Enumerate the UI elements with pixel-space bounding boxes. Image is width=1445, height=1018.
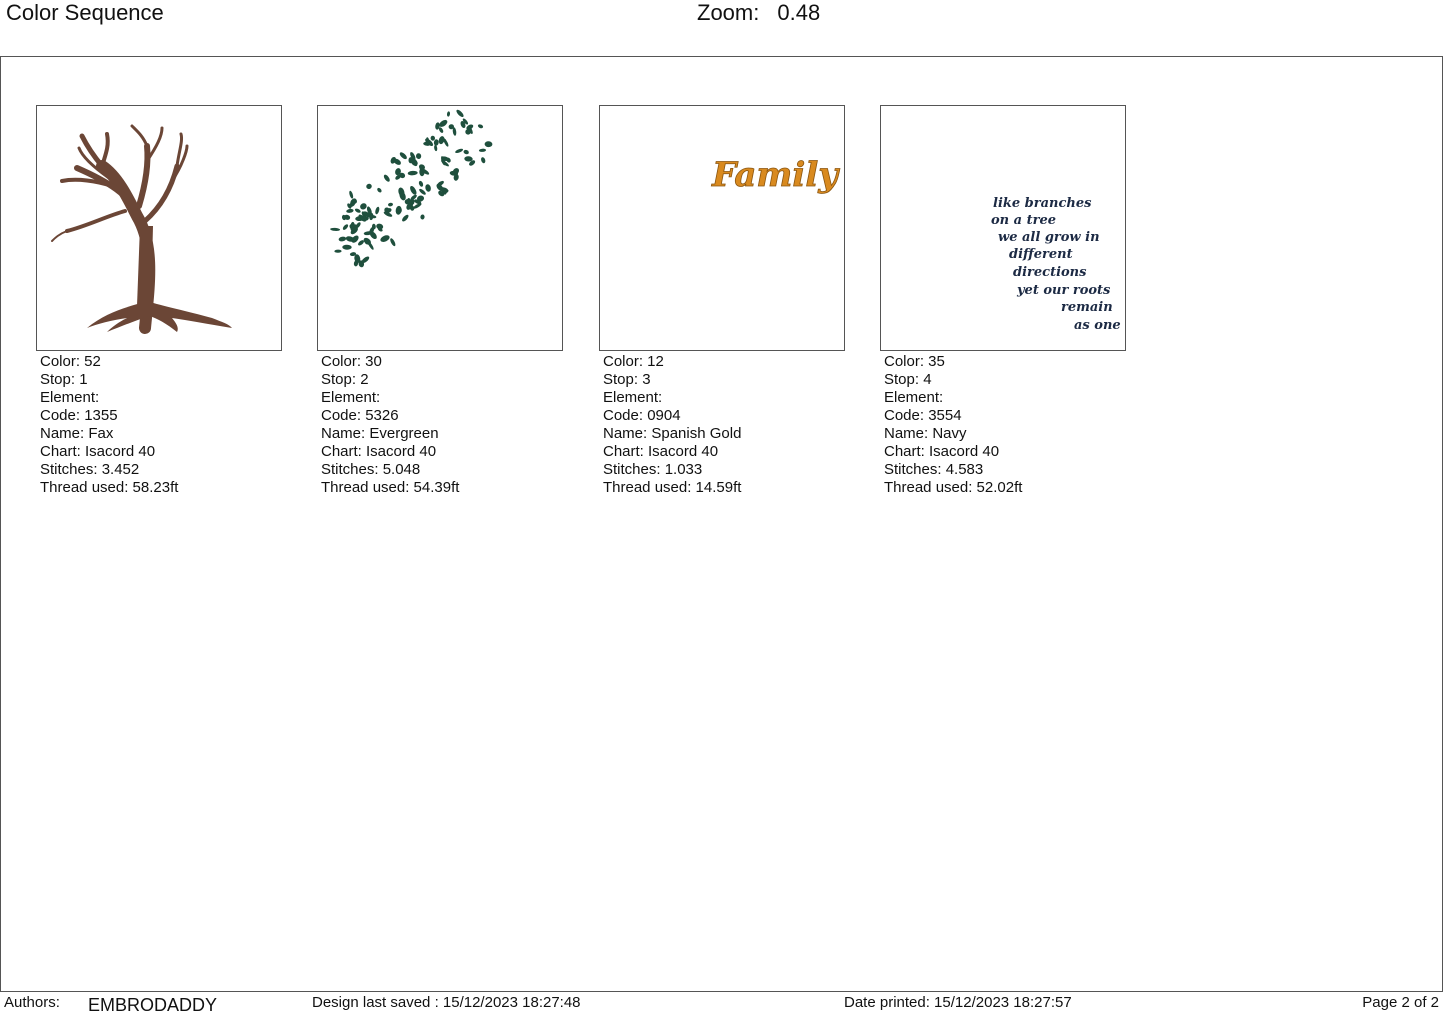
thread-name: Name: Navy bbox=[884, 425, 967, 442]
leaf bbox=[416, 153, 422, 159]
quote-line-2: on a tree bbox=[991, 213, 1056, 228]
thread-chart: Chart: Isacord 40 bbox=[603, 443, 719, 460]
leaf bbox=[379, 234, 390, 243]
quote-line-7: remain bbox=[1061, 300, 1113, 315]
leaf bbox=[348, 190, 353, 199]
leaf bbox=[438, 135, 446, 144]
leaf bbox=[447, 111, 451, 117]
leaf bbox=[408, 171, 418, 176]
leaf bbox=[477, 124, 483, 129]
leaf bbox=[484, 141, 492, 147]
element-label: Element: bbox=[40, 389, 100, 406]
quote-line-4: different bbox=[1009, 247, 1073, 262]
page-number: Page 2 of 2 bbox=[1362, 994, 1439, 1011]
authors-label: Authors: bbox=[4, 994, 60, 1011]
leaf bbox=[342, 223, 349, 230]
zoom-label: Zoom: bbox=[697, 0, 760, 25]
leaf bbox=[388, 202, 394, 206]
color-info-4 bbox=[884, 353, 1126, 497]
stitch-count: Stitches: 1.033 bbox=[603, 461, 703, 478]
thread-used: Thread used: 58.23ft bbox=[40, 479, 179, 496]
leaf bbox=[338, 236, 346, 242]
leaf bbox=[334, 249, 341, 252]
thread-chart: Chart: Isacord 40 bbox=[40, 443, 156, 460]
stop-number: Stop: 3 bbox=[603, 371, 651, 388]
quote-line-3: we all grow in bbox=[998, 230, 1100, 245]
date-printed: Date printed: 15/12/2023 18:27:57 bbox=[844, 994, 1072, 1011]
leaf bbox=[480, 157, 486, 164]
leaf bbox=[430, 135, 435, 140]
thread-name: Name: Evergreen bbox=[321, 425, 439, 442]
family-text: Family bbox=[712, 155, 838, 195]
leaf bbox=[365, 183, 372, 190]
thread-code: Code: 1355 bbox=[40, 407, 118, 424]
thread-used: Thread used: 54.39ft bbox=[321, 479, 460, 496]
leaf bbox=[455, 148, 464, 154]
stitch-count: Stitches: 3.452 bbox=[40, 461, 140, 478]
page-footer bbox=[0, 993, 1445, 1018]
leaf bbox=[383, 174, 391, 183]
thread-chart: Chart: Isacord 40 bbox=[321, 443, 437, 460]
leaf bbox=[425, 184, 432, 193]
leaf bbox=[374, 206, 380, 214]
element-label: Element: bbox=[321, 389, 381, 406]
zoom-readout bbox=[697, 0, 820, 26]
thumbnail-family bbox=[599, 105, 845, 351]
leaf bbox=[346, 208, 354, 213]
stitch-count: Stitches: 5.048 bbox=[321, 461, 421, 478]
thread-chart: Chart: Isacord 40 bbox=[884, 443, 1000, 460]
thread-code: Code: 0904 bbox=[603, 407, 681, 424]
color-number: Color: 35 bbox=[884, 353, 945, 370]
thread-name: Name: Spanish Gold bbox=[603, 425, 742, 442]
color-info-1 bbox=[40, 353, 282, 497]
leaf bbox=[342, 245, 351, 250]
color-number: Color: 30 bbox=[321, 353, 382, 370]
design-last-saved: Design last saved : 15/12/2023 18:27:48 bbox=[312, 994, 581, 1011]
leaf bbox=[399, 151, 408, 160]
thumbnail-leaves bbox=[317, 105, 563, 351]
thumbnail-tree bbox=[36, 105, 282, 351]
leaf bbox=[463, 149, 470, 155]
color-card-4 bbox=[880, 105, 1126, 497]
leaf bbox=[455, 109, 464, 118]
color-info-3 bbox=[603, 353, 845, 497]
leaf bbox=[418, 180, 424, 187]
leaf bbox=[376, 187, 382, 193]
thread-name: Name: Fax bbox=[40, 425, 114, 442]
quote-line-6: yet our roots bbox=[1017, 283, 1111, 298]
color-card-2 bbox=[317, 105, 563, 497]
leaf bbox=[420, 214, 425, 220]
element-label: Element: bbox=[884, 389, 944, 406]
leaves-icon bbox=[318, 106, 563, 351]
tree-trunk-icon bbox=[37, 106, 282, 351]
zoom-value: 0.48 bbox=[777, 0, 821, 25]
thread-code: Code: 3554 bbox=[884, 407, 962, 424]
color-card-1 bbox=[36, 105, 282, 497]
element-label: Element: bbox=[603, 389, 663, 406]
leaf bbox=[330, 228, 340, 232]
leaf bbox=[418, 188, 426, 196]
leaf bbox=[409, 185, 418, 196]
leaf bbox=[354, 208, 361, 214]
leaf bbox=[438, 119, 449, 129]
stop-number: Stop: 4 bbox=[884, 371, 932, 388]
thread-used: Thread used: 14.59ft bbox=[603, 479, 742, 496]
quote-line-1: like branches bbox=[993, 196, 1092, 211]
thread-used: Thread used: 52.02ft bbox=[884, 479, 1023, 496]
quote-line-8: as one bbox=[1074, 318, 1121, 333]
leaf bbox=[389, 237, 396, 246]
stop-number: Stop: 2 bbox=[321, 371, 369, 388]
thread-code: Code: 5326 bbox=[321, 407, 399, 424]
quote-line-5: directions bbox=[1013, 265, 1087, 280]
thumbnail-quote bbox=[880, 105, 1126, 351]
leaf bbox=[359, 202, 368, 211]
color-card-3 bbox=[599, 105, 845, 497]
color-number: Color: 12 bbox=[603, 353, 664, 370]
leaf bbox=[376, 223, 384, 230]
color-number: Color: 52 bbox=[40, 353, 101, 370]
color-info-2 bbox=[321, 353, 563, 497]
leaf bbox=[479, 148, 486, 152]
stitch-count: Stitches: 4.583 bbox=[884, 461, 984, 478]
stop-number: Stop: 1 bbox=[40, 371, 88, 388]
authors-value: EMBRODADDY bbox=[88, 995, 218, 1015]
leaf bbox=[401, 214, 410, 223]
color-sequence-panel bbox=[0, 56, 1443, 992]
page-title: Color Sequence bbox=[6, 0, 164, 25]
